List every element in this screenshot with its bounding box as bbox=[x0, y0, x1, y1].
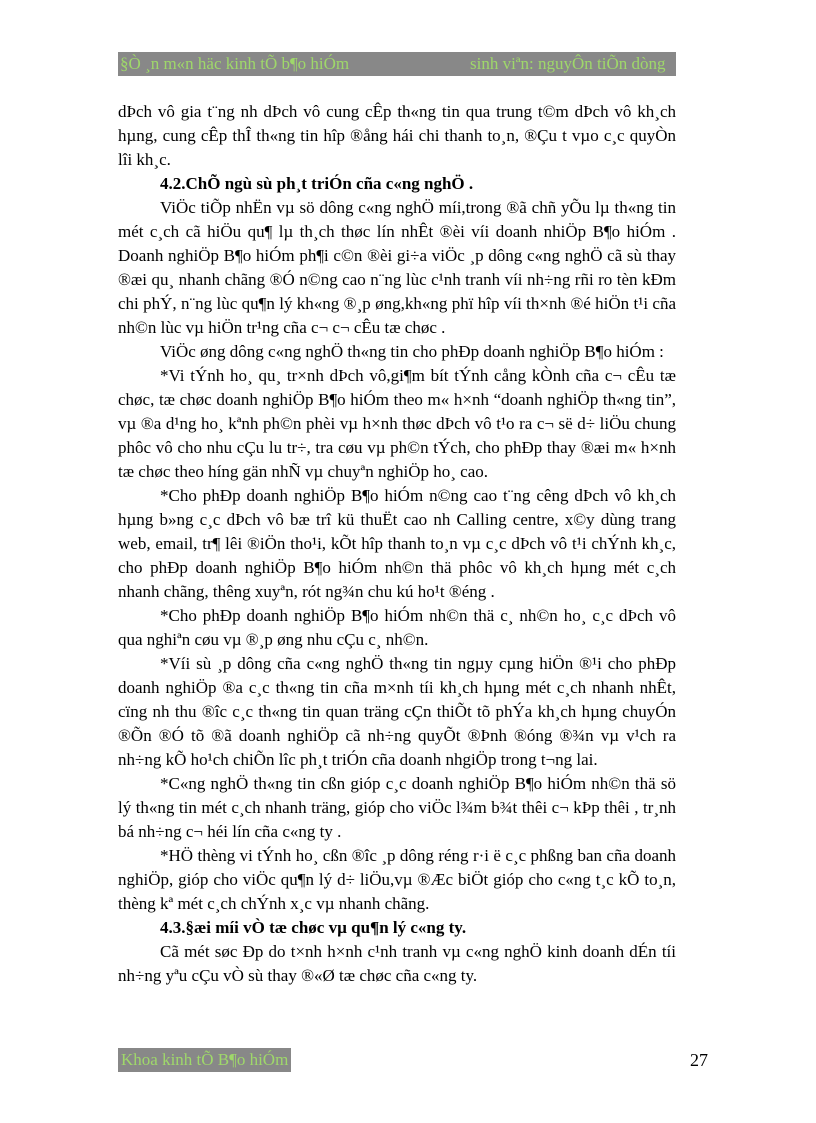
bullet-paragraph: *Cho phÐp doanh nghiÖp B¶o hiÓm nh©n thä c¸ nh©n ho¸ c¸c dÞch vô qua nghiªn cøu vµ ®¸p øng nhu cÇu c¸ nh©n. bbox=[118, 606, 676, 649]
section-heading: 4.2.ChÕ ngù sù ph¸t triÓn cña c«ng nghÖ . bbox=[160, 174, 474, 193]
body-paragraph: ViÖc tiÕp nhËn vµ sö dông c«ng nghÖ míi,trong ®ã chñ yÕu lµ th«ng tin mét c¸ch cã hiÖu qu¶ lµ th¸ch thøc lín nhÊt ®èi víi doanh nhiÖp B¶o hiÓm . Doanh nghiÖp B¶o hiÓm ph¶i c©n ®èi gi÷a viÖc ¸p dông c«ng nghÖ cã sù thay ®æi qu¸ nhanh chãng ®Ó n©ng cao n¨ng lùc c¹nh tranh víi nh÷ng rñi ro tèn kÐm chi phÝ, n¨ng lùc qu¶n lý kh«ng ®¸p øng,kh«ng phï hîp víi th×nh ®é hiÖn t¹i cña nh©n lùc vµ hiÖn tr¹ng cña c¬ c¬ cÊu tæ chøc . bbox=[118, 198, 676, 337]
footer-faculty-label: Khoa kinh tÕ B¶o hiÓm bbox=[118, 1048, 291, 1072]
document-body bbox=[118, 100, 676, 988]
header-student-name: sinh viªn: nguyÔn tiÕn dòng bbox=[470, 54, 666, 73]
bullet-paragraph: *Víi sù ¸p dông cña c«ng nghÖ th«ng tin ngµy cµng hiÖn ®¹i cho phÐp doanh nghiÖp ®a c¸c th«ng tin cña m×nh tíi kh¸ch hµng mét c¸ch nhanh nhÊt, cïng nh thu ®îc c¸c th«ng tin quan träng cÇn thiÕt tõ phÝa kh¸ch hµng chuyÓn ®Õn ®Ó tõ ®ã doanh nghiÖp cã nh÷ng quyÕt ®Þnh ®óng ®¾n vµ v¹ch ra nh÷ng kÕ ho¹ch chiÕn lîc ph¸t triÓn cña doanh nhgiÖp trong t¬ng lai. bbox=[118, 654, 676, 769]
body-paragraph: ViÖc øng dông c«ng nghÖ th«ng tin cho phÐp doanh nghiÖp B¶o hiÓm : bbox=[160, 342, 664, 361]
page-header bbox=[118, 52, 676, 76]
bullet-paragraph: *Vi tÝnh ho¸ qu¸ tr×nh dÞch vô,gi¶m bít tÝnh cång kÒnh cña c¬ cÊu tæ chøc, tæ chøc doanh nghiÖp B¶o hiÓm theo m« h×nh “doanh nghiÖp th«ng tin”, vµ ®a d¹ng ho¸ kªnh ph©n phèi vµ h×nh thøc dÞch vô t¹o ra c¬ së d÷ liÖu chung phôc vô cho nhu cÇu lu tr÷, tra cøu vµ ph©n tÝch, cho phÐp thay ®æi m« h×nh tæ chøc theo híng gän nhÑ vµ chuyªn nghiÖp ho¸ cao. bbox=[118, 366, 676, 481]
body-paragraph: dÞch vô gia t¨ng nh dÞch vô cung cÊp th«ng tin qua trung t©m dÞch vô kh¸ch hµng, cung cÊp thÎ th«ng tin hîp ®ång hái chi thanh to¸n, ®Çu t vµo c¸c quyÒn lîi kh¸c. bbox=[118, 102, 676, 169]
bullet-paragraph: *C«ng nghÖ th«ng tin cßn gióp c¸c doanh nghiÖp B¶o hiÓm nh©n thä sö lý th«ng tin mét c¸ch nhanh träng, gióp cho viÖc l¾m b¾t thêi c¬ kÞp thêi , tr¸nh bá nh÷ng c¬ héi lín cña c«ng ty . bbox=[118, 774, 676, 841]
bullet-paragraph: *HÖ thèng vi tÝnh ho¸ cßn ®îc ¸p dông réng r·i ë c¸c phßng ban cña doanh nghiÖp, gióp cho viÖc qu¶n lý d÷ liÖu,vµ ®Æc biÖt gióp cho c«ng t¸c kÕ to¸n, thèng kª mét c¸ch chÝnh x¸c vµ nhanh chãng. bbox=[118, 846, 676, 913]
body-paragraph: Cã mét søc Ðp do t×nh h×nh c¹nh tranh vµ c«ng nghÖ kinh doanh dÉn tíi nh÷ng yªu cÇu vÒ sù thay ®«Ø tæ chøc cña c«ng ty. bbox=[118, 942, 676, 985]
bullet-paragraph: *Cho phÐp doanh nghiÖp B¶o hiÓm n©ng cao t¨ng cêng dÞch vô kh¸ch hµng b»ng c¸c dÞch vô bæ trî kü thuËt cao nh Calling centre, x©y dùng trang web, email, tr¶ lêi ®iÖn tho¹i, kÕt hîp thanh to¸n vµ c¸c dÞch vô t¹i chÝnh kh¸c, cho phÐp doanh nghiÖp B¶o hiÓm nh©n thä phôc vô kh¸ch hµng mét c¸ch nhanh chãng, thêng xuyªn, rót ng¾n chu kú ho¹t ®éng . bbox=[118, 486, 676, 601]
section-heading: 4.3.§æi míi vÒ tæ chøc vµ qu¶n lý c«ng ty. bbox=[160, 918, 467, 937]
page-number: 27 bbox=[690, 1050, 708, 1070]
header-course-title: §Ò ¸n m«n häc kinh tÕ b¶o hiÓm bbox=[120, 54, 350, 73]
